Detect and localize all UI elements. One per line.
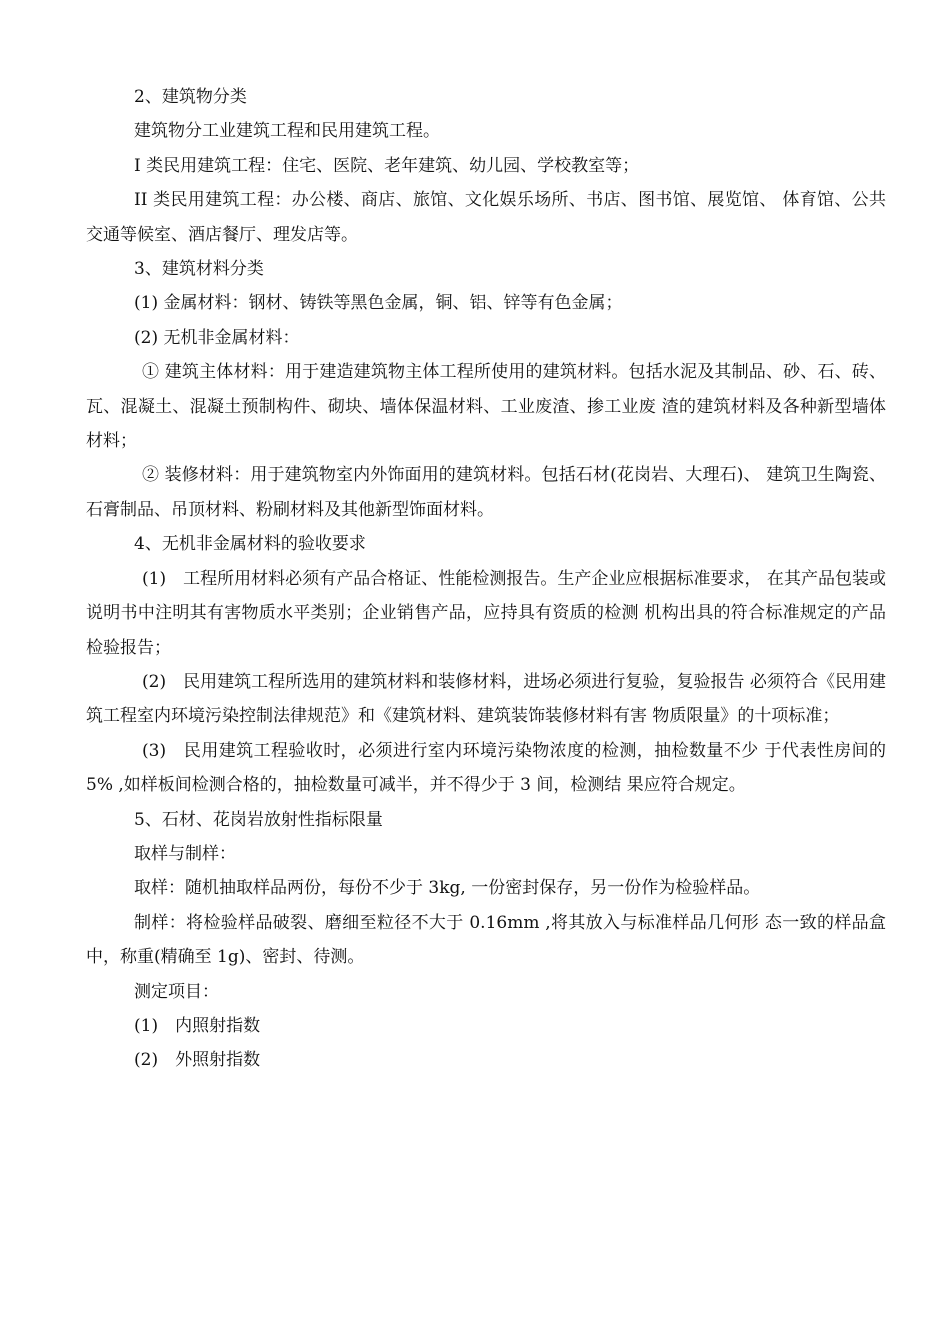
list-item: (1) 工程所用材料必须有产品合格证、性能检测报告。生产企业应根据标准要求， 在其产品包装或说明书中注明其有害物质水平类别；企业销售产品，应持具有资质的检测 机构出具的符合标准规定的产品检验报告； [86, 568, 886, 658]
paragraph: 测定项目： [134, 981, 219, 1002]
list-item: (2) 无机非金属材料： [134, 327, 300, 348]
list-item: ① 建筑主体材料：用于建造建筑物主体工程所使用的建筑材料。包括水泥及其制品、砂、石、砖、瓦、混凝土、混凝土预制构件、砌块、墙体保温材料、工业废渣、掺工业废 渣的建筑材料及各种新型墙体材料； [86, 362, 886, 452]
paragraph: 制样：将检验样品破裂、磨细至粒径不大于 0.16mm ,将其放入与标准样品几何形 态一致的样品盒中，称重(精确至 1g)、密封、待测。 [86, 912, 886, 968]
paragraph: II 类民用建筑工程：办公楼、商店、旅馆、文化娱乐场所、书店、图书馆、展览馆、 体育馆、公共交通等候室、酒店餐厅、理发店等。 [86, 190, 886, 245]
heading-building-classification: 2、建筑物分类 [134, 87, 247, 107]
list-item: (1) 内照射指数 [134, 1015, 261, 1036]
list-item: (2) 民用建筑工程所选用的建筑材料和装修材料，进场必须进行复验，复验报告 必须符合《民用建筑工程室内环境污染控制法律规范》和《建筑材料、建筑装饰装修材料有害 物质限量》的十项标准； [86, 671, 886, 727]
paragraph: 取样与制样： [134, 843, 236, 864]
heading-acceptance-requirements: 4、无机非金属材料的验收要求 [134, 534, 366, 555]
paragraph: 取样：随机抽取样品两份，每份不少于 3kg, 一份密封保存，另一份作为检验样品。 [134, 878, 761, 899]
paragraph: 建筑物分工业建筑工程和民用建筑工程。 [134, 121, 440, 142]
paragraph: I 类民用建筑工程：住宅、医院、老年建筑、幼儿园、学校教室等； [134, 155, 640, 176]
heading-radioactivity-limits: 5、石材、花岗岩放射性指标限量 [134, 809, 383, 830]
list-item: ② 装修材料：用于建筑物室内外饰面用的建筑材料。包括石材(花岗岩、大理石)、 建筑卫生陶瓷、石膏制品、吊顶材料、粉刷材料及其他新型饰面材料。 [86, 465, 886, 520]
heading-material-classification: 3、建筑材料分类 [134, 259, 264, 280]
list-item: (3) 民用建筑工程验收时，必须进行室内环境污染物浓度的检测，抽检数量不少 于代表性房间的 5% ,如样板间检测合格的，抽检数量可减半，并不得少于 3 间，检测结 果应符合规定。 [86, 740, 886, 796]
list-item: (1) 金属材料：钢材、铸铁等黑色金属，铜、铝、锌等有色金属； [134, 293, 623, 314]
list-item: (2) 外照射指数 [134, 1050, 261, 1071]
document-page [86, 80, 886, 1078]
